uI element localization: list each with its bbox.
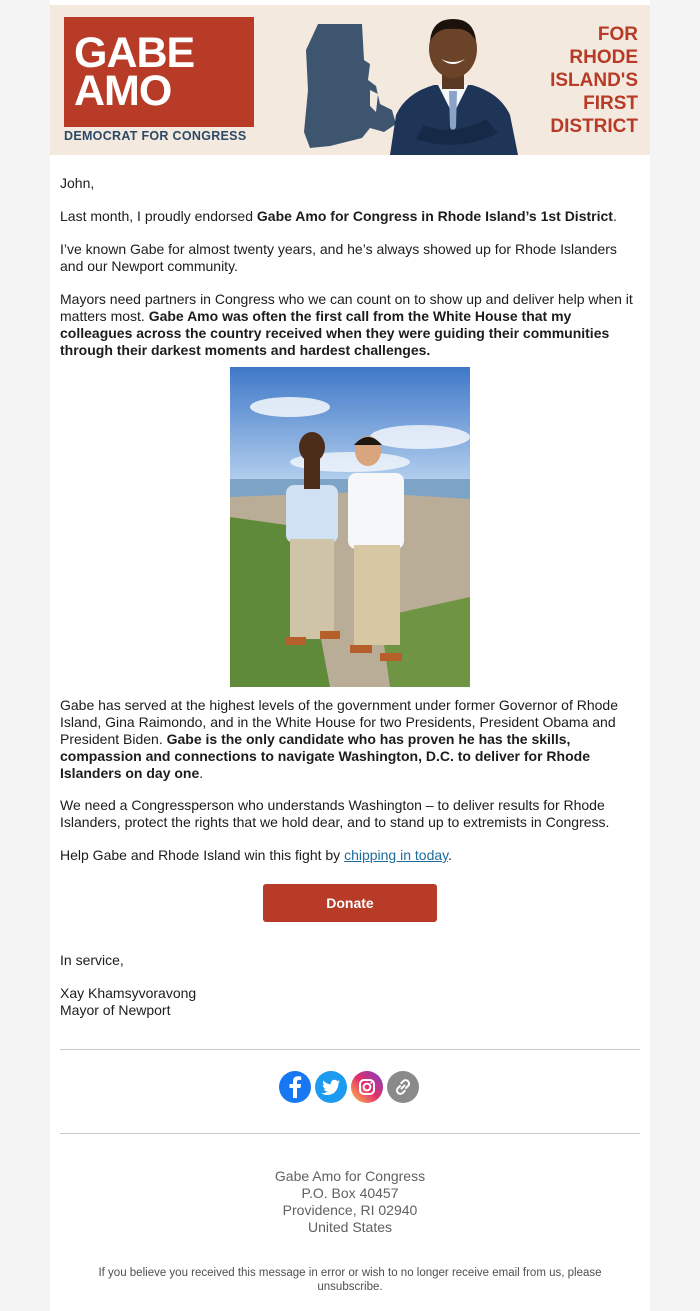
greeting: John, — [60, 175, 95, 191]
signer-name: Xay Khamsyvoravong — [60, 985, 197, 1001]
paragraph-text: . — [199, 765, 204, 781]
paragraph-text: . — [448, 847, 452, 863]
footer-po-box: P.O. Box 40457 — [301, 1185, 399, 1201]
paragraph-bold-text: Gabe is the only candidate who has proven he has the skills, compassion and connections to navigate Washington, D.C. to deliver for Rhode Islanders on day one — [60, 731, 590, 781]
instagram-icon[interactable] — [351, 1071, 383, 1103]
unsubscribe-note[interactable]: If you believe you received this message in error or wish to no longer receive email from us, please unsubscribe. — [98, 1267, 602, 1293]
tagline-line: DISTRICT — [550, 116, 638, 137]
paragraph-text: . — [612, 208, 617, 224]
paragraph-bold-text: Gabe Amo was often the first call from the White House that my colleagues across the country received when they were guiding their communities through their darkest moments and hardest challenges. — [60, 308, 610, 358]
donate-button[interactable]: Donate — [263, 884, 437, 922]
paragraph-call-to-action — [60, 847, 640, 864]
paragraph-text: Last month, I proudly endorsed — [60, 208, 257, 224]
paragraph-experience — [60, 697, 640, 782]
divider — [60, 1049, 640, 1050]
facebook-icon[interactable] — [279, 1071, 311, 1103]
paragraph-history: I’ve known Gabe for almost twenty years, and he’s always showed up for Rhode Islanders and our Newport community. — [60, 241, 617, 274]
paragraph-bold-text: Gabe Amo for Congress in Rhode Island’s 1st District — [256, 208, 613, 224]
tagline-line: ISLAND'S — [550, 70, 638, 91]
footer-org: Gabe Amo for Congress — [274, 1168, 426, 1184]
signer-title: Mayor of Newport — [60, 1002, 171, 1018]
endorsement-photo — [230, 367, 470, 687]
tagline-line: FIRST — [583, 93, 638, 114]
paragraph-endorsement — [60, 208, 640, 225]
paragraph-need: We need a Congressperson who understands Washington – to deliver results for Rhode Islanders, protect the rights that we hold dear, and to stand up to extremists in Congress. — [60, 797, 610, 830]
footer-city: Providence, RI 02940 — [282, 1202, 418, 1218]
footer-address — [50, 1168, 650, 1236]
paragraph-partners — [60, 291, 640, 359]
link-icon[interactable] — [387, 1071, 419, 1103]
candidate-portrait — [386, 15, 520, 155]
campaign-tagline — [520, 23, 638, 138]
footer-country: United States — [307, 1219, 393, 1235]
chip-in-link[interactable]: chipping in today — [344, 847, 449, 863]
rhode-island-map-icon — [300, 20, 400, 150]
email-body — [50, 0, 650, 1311]
paragraph-text: Help Gabe and Rhode Island win this fight by — [60, 847, 345, 863]
tagline-line: RHODE — [569, 47, 638, 68]
divider — [60, 1133, 640, 1134]
logo-subtitle: DEMOCRAT FOR CONGRESS — [64, 129, 247, 143]
campaign-logo — [64, 17, 254, 127]
twitter-icon[interactable] — [315, 1071, 347, 1103]
logo-line-2: AMO — [74, 67, 172, 115]
tagline-line: FOR — [597, 24, 638, 45]
header-banner — [50, 5, 650, 155]
closing: In service, — [60, 952, 124, 968]
logo-line-1: GABE — [74, 29, 195, 77]
paragraph-text: Gabe has served at the highest levels of the government under former Governor of Rhode Island, Gina Raimondo, and in the White House for two Presidents, President Obama and President Biden. — [60, 697, 618, 747]
paragraph-text: Mayors need partners in Congress who we can count on to show up and deliver help when it matters most. — [60, 291, 633, 324]
